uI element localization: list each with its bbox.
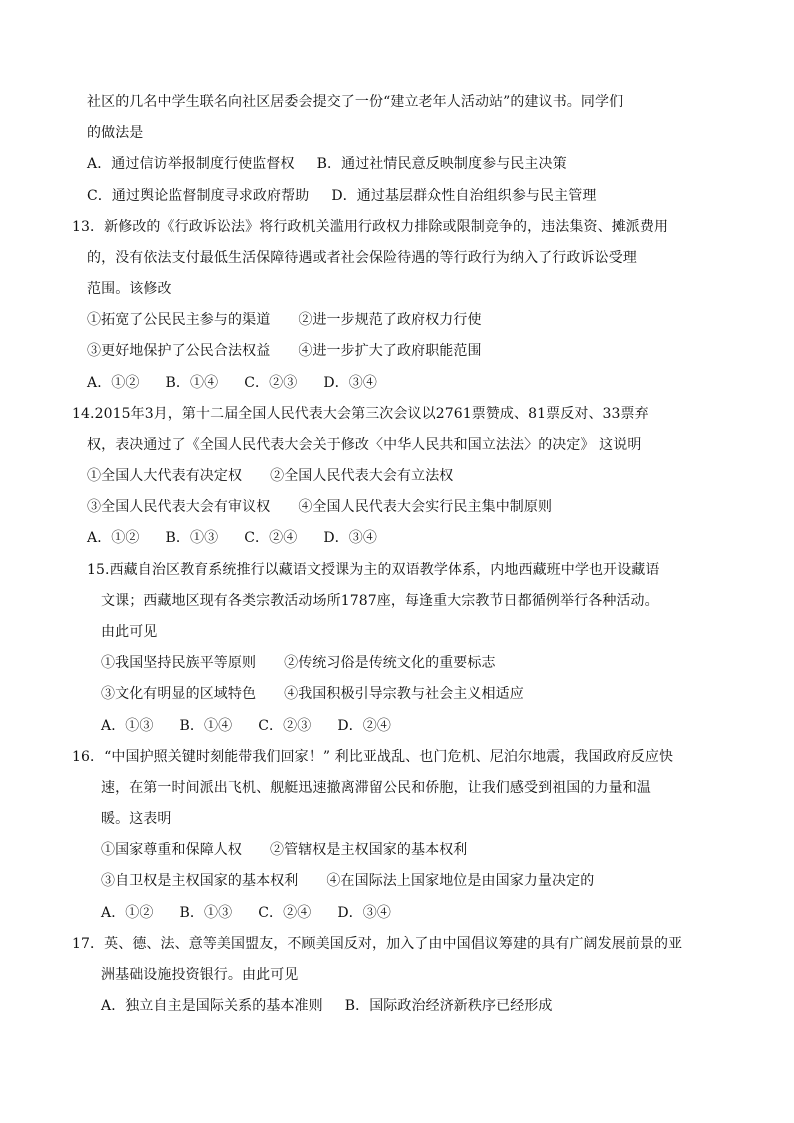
- q16-answer-d: D．③④: [337, 905, 391, 921]
- q15-statement-row-1: [101, 653, 496, 673]
- q12-option-row-1: [87, 154, 567, 174]
- q13-answer-row: [87, 373, 377, 393]
- q12-option-b: B．通过社情民意反映制度参与民主决策: [316, 156, 567, 172]
- q16-answer-b: B．①③: [179, 905, 233, 921]
- q12-option-a: A．通过信访举报制度行使监督权: [87, 156, 295, 172]
- q14-stem-line-1: 14.2015年3月，第十二届全国人民代表大会第三次会议以2761票赞成、81票反对、33票弃: [72, 406, 649, 422]
- q13-statement-row-1: [87, 310, 482, 330]
- q15-answer-d: D．②④: [337, 718, 391, 734]
- q14-stem-line-2: 权，表决通过了《全国人民代表大会关于修改〈中华人民共和国立法法〉的决定》 这说明: [87, 437, 642, 453]
- q16-answer-c: C．②④: [258, 905, 312, 921]
- q13-answer-b: B．①④: [165, 375, 219, 391]
- q14-statement-row-1: [87, 466, 453, 486]
- q16-stem-line-2: 速，在第一时间派出飞机、舰艇迅速撤离滞留公民和侨胞，让我们感受到祖国的力量和温: [101, 780, 651, 796]
- q13-stem-line-1: 13．新修改的《行政诉讼法》将行政机关滥用行政权力排除或限制竞争的，违法集资、摊派费用: [72, 219, 669, 235]
- q12-option-row-2: [87, 186, 596, 206]
- q14-answer-row: [87, 528, 377, 548]
- q15-statement-2: ②传统习俗是传统文化的重要标志: [284, 655, 496, 671]
- q15-answer-row: [101, 716, 391, 736]
- q14-answer-c: C．②④: [244, 530, 298, 546]
- q15-statement-row-2: [101, 684, 524, 704]
- q16-statement-row-1: [101, 840, 467, 860]
- q16-answer-a: A．①②: [101, 905, 154, 921]
- q15-stem-line-3: 由此可见: [101, 624, 158, 640]
- q14-answer-b: B．①③: [165, 530, 219, 546]
- q16-stem-line-3: 暖。这表明: [101, 811, 172, 827]
- q15-statement-1: ①我国坚持民族平等原则: [101, 655, 257, 671]
- q15-answer-c: C．②③: [258, 718, 312, 734]
- q14-answer-a: A．①②: [87, 530, 140, 546]
- q12-option-d: D．通过基层群众性自治组织参与民主管理: [331, 188, 597, 204]
- q15-stem-line-2: 文课；西藏地区现有各类宗教活动场所1787座，每逢重大宗教节日都循例举行各种活动。: [101, 593, 659, 609]
- q13-statement-4: ④进一步扩大了政府职能范围: [298, 343, 482, 359]
- q15-stem-line-1: 15.西藏自治区教育系统推行以藏语文授课为主的双语教学体系，内地西藏班中学也开设藏语: [87, 562, 660, 578]
- q17-option-a: A．独立自主是国际关系的基本准则: [101, 998, 323, 1014]
- q17-stem-line-1: 17．英、德、法、意等美国盟友，不顾美国反对，加入了由中国倡议筹建的具有广阔发展前景的亚: [72, 936, 683, 952]
- q15-answer-b: B．①④: [179, 718, 233, 734]
- q17-option-b: B．国际政治经济新秩序已经形成: [344, 998, 553, 1014]
- q15-statement-4: ④我国积极引导宗教与社会主义相适应: [284, 686, 524, 702]
- q12-option-c: C．通过舆论监督制度寻求政府帮助: [87, 188, 310, 204]
- q17-option-row-1: [101, 996, 553, 1016]
- q13-stem-line-3: 范围。该修改: [87, 281, 172, 297]
- q13-statement-2: ②进一步规范了政府权力行使: [298, 312, 482, 328]
- q16-stem-line-1: 16．“中国护照关键时刻能带我们回家！” 利比亚战乱、也门危机、尼泊尔地震，我国政府反应快: [72, 749, 674, 765]
- q13-statement-3: ③更好地保护了公民合法权益: [87, 343, 271, 359]
- q16-answer-row: [101, 903, 391, 923]
- q15-statement-3: ③文化有明显的区域特色: [101, 686, 257, 702]
- q13-statement-row-2: [87, 341, 482, 361]
- q14-answer-d: D．③④: [323, 530, 377, 546]
- q17-stem-line-2: 洲基础设施投资银行。由此可见: [101, 967, 299, 983]
- q13-answer-d: D．③④: [323, 375, 377, 391]
- q12-stem-line-1: 社区的几名中学生联名向社区居委会提交了一份“建立老年人活动站”的建议书。同学们: [87, 94, 624, 110]
- q13-statement-1: ①拓宽了公民民主参与的渠道: [87, 312, 271, 328]
- q16-statement-3: ③自卫权是主权国家的基本权利: [101, 873, 299, 889]
- q16-statement-1: ①国家尊重和保障人权: [101, 842, 242, 858]
- q14-statement-1: ①全国人大代表有决定权: [87, 468, 243, 484]
- q16-statement-2: ②管辖权是主权国家的基本权利: [270, 842, 468, 858]
- q14-statement-3: ③全国人民代表大会有审议权: [87, 499, 271, 515]
- q16-statement-row-2: [101, 871, 594, 891]
- q14-statement-row-2: [87, 497, 552, 517]
- q14-statement-4: ④全国人民代表大会实行民主集中制原则: [298, 499, 553, 515]
- q14-statement-2: ②全国人民代表大会有立法权: [270, 468, 454, 484]
- q13-answer-c: C．②③: [244, 375, 298, 391]
- q12-stem-line-2: 的做法是: [87, 125, 144, 141]
- q13-answer-a: A．①②: [87, 375, 140, 391]
- q15-answer-a: A．①③: [101, 718, 154, 734]
- q13-stem-line-2: 的，没有依法支付最低生活保障待遇或者社会保险待遇的等行政行为纳入了行政诉讼受理: [87, 250, 637, 266]
- q16-statement-4: ④在国际法上国家地位是由国家力量决定的: [326, 873, 595, 889]
